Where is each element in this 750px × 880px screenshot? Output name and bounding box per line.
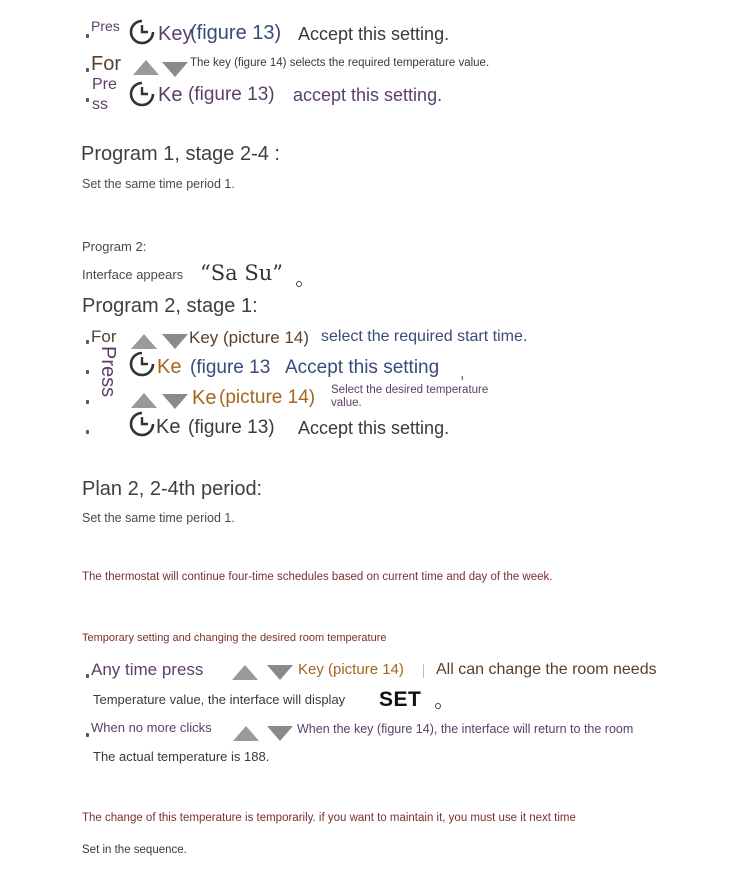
bullet xyxy=(86,68,89,72)
down-arrow-icon xyxy=(162,62,188,77)
interface-appears-text: Interface appears xyxy=(82,267,184,282)
press-label-top: Pre xyxy=(92,76,117,93)
accept-text: Accept this setting xyxy=(285,357,440,378)
any-time-press-text: Any time press xyxy=(91,660,204,679)
program1-heading: Program 1, stage 2-4 : xyxy=(81,143,280,165)
for-label: For xyxy=(91,53,121,75)
bullet xyxy=(86,400,89,404)
clock-key-icon xyxy=(128,350,156,378)
sa-su-display: “Sa Su” xyxy=(200,261,283,285)
set-display: SET xyxy=(379,688,422,711)
up-arrow-icon xyxy=(131,334,157,349)
divider xyxy=(423,664,424,678)
clock-key-icon xyxy=(128,410,156,438)
accept-text: accept this setting. xyxy=(293,85,443,105)
bullet xyxy=(86,674,89,678)
key-label: Key xyxy=(158,23,193,45)
picture-ref: (picture 14) xyxy=(219,387,316,408)
clock-key-icon xyxy=(128,18,156,46)
comma-mark: , xyxy=(460,365,465,382)
return-room-text: When the key (figure 14), the interface will return to the room xyxy=(297,722,634,736)
same-period-text: Set the same time period 1. xyxy=(82,511,235,525)
temp-display-text: Temperature value, the interface will display xyxy=(93,692,346,707)
plan2-heading: Plan 2, 2-4th period: xyxy=(82,478,263,500)
program2-stage1-heading: Program 2, stage 1: xyxy=(82,295,258,317)
key-label: Ke xyxy=(157,356,182,378)
key-label: Ke xyxy=(192,387,217,409)
program2-label: Program 2: xyxy=(82,239,147,254)
down-arrow-icon xyxy=(267,665,293,680)
bullet xyxy=(86,733,89,737)
no-more-clicks-text: When no more clicks xyxy=(91,720,212,735)
figure-ref: (figure 13) xyxy=(188,417,275,438)
press-label: Pres xyxy=(91,18,120,34)
key-picture-ref: Key (picture 14) xyxy=(189,328,309,347)
bullet xyxy=(86,34,89,38)
select-temp-text: The key (figure 14) selects the required temperature value. xyxy=(190,57,490,69)
temporary-change-note: The change of this temperature is temporarily. if you want to maintain it, you must use it next time xyxy=(82,812,576,824)
select-temp-text-2: value. xyxy=(331,397,362,409)
down-arrow-icon xyxy=(162,394,188,409)
accept-text: Accept this setting. xyxy=(298,24,450,44)
bullet xyxy=(86,370,89,374)
down-arrow-icon xyxy=(267,726,293,741)
bullet xyxy=(86,430,89,434)
clock-key-icon xyxy=(128,80,156,108)
select-start-text: select the required start time. xyxy=(321,328,528,345)
figure-ref: (figure 13) xyxy=(188,84,275,105)
figure-ref: (figure 13) xyxy=(190,22,282,44)
down-arrow-icon xyxy=(162,334,188,349)
bullet xyxy=(86,98,89,102)
thermostat-note: The thermostat will continue four-time schedules based on current time and day of the week. xyxy=(82,571,553,583)
sequence-note: Set in the sequence. xyxy=(82,844,187,856)
key-label: Ke xyxy=(158,84,183,106)
key-picture-ref: Key (picture 14) xyxy=(298,661,404,678)
bullet xyxy=(86,340,89,344)
accept-text: Accept this setting. xyxy=(298,418,450,438)
key-label: Ke xyxy=(156,416,181,438)
select-temp-text-1: Select the desired temperature xyxy=(331,384,489,396)
press-vertical-label: Press xyxy=(97,346,119,398)
figure-ref: (figure 13 xyxy=(190,357,271,378)
change-room-text: All can change the room needs xyxy=(436,661,657,678)
up-arrow-icon xyxy=(133,60,159,75)
temporary-setting-heading: Temporary setting and changing the desired room temperature xyxy=(82,632,387,644)
period-mark xyxy=(296,281,302,287)
for-label: For xyxy=(91,327,117,346)
up-arrow-icon xyxy=(233,726,259,741)
period-mark xyxy=(435,703,441,709)
press-label-bottom: ss xyxy=(92,96,108,113)
same-period-text: Set the same time period 1. xyxy=(82,177,235,191)
up-arrow-icon xyxy=(131,393,157,408)
actual-temp-text: The actual temperature is 188. xyxy=(93,749,270,764)
up-arrow-icon xyxy=(232,665,258,680)
